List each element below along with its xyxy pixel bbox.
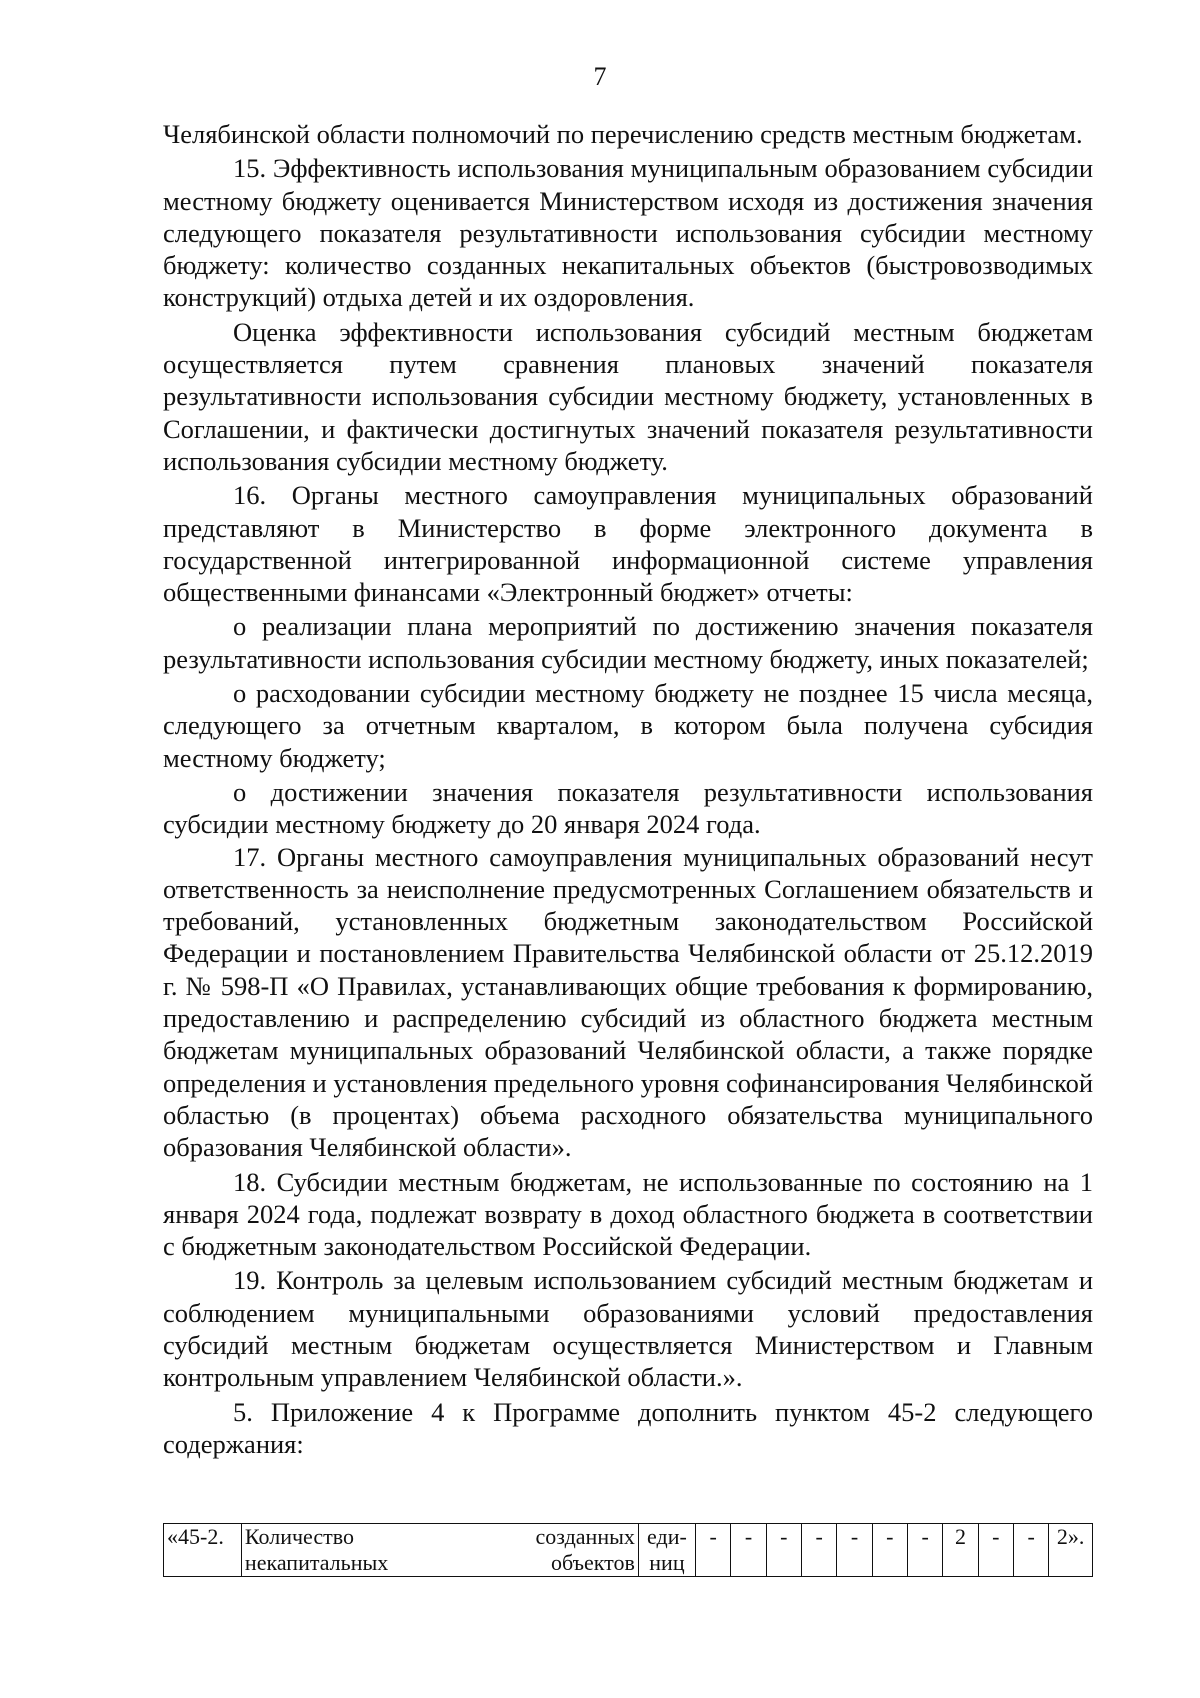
indicator-line-2: [245, 1550, 635, 1576]
unit-line-1: еди-: [647, 1524, 687, 1549]
document-body: [163, 118, 1093, 1460]
table-cell-value: -: [978, 1524, 1013, 1577]
table-cell-value: -: [907, 1524, 942, 1577]
paragraph-efficiency-assessment: Оценка эффективности использования субсидий местным бюджетам осуществляется путем сравнения плановых значений показателя результативности использования субсидии местному бюджету, установленных в Соглашении, и фактически достигнутых значений показателя результативности использования субсидии местному бюджету.: [163, 316, 1093, 476]
table-cell-value: -: [696, 1524, 731, 1577]
indicator-word: некапитальных: [244, 1550, 389, 1575]
page-number: 7: [593, 62, 607, 91]
indicator-word: Количество: [244, 1524, 354, 1549]
table-row: [164, 1524, 1093, 1577]
paragraph-continuation: Челябинской области полномочий по перечислению средств местным бюджетам.: [163, 119, 1083, 149]
table-cell-value: -: [802, 1524, 837, 1577]
paragraph-18: 18. Субсидии местным бюджетам, не использованные по состоянию на 1 января 2024 года, подлежат возврату в доход областного бюджета в соответствии с бюджетным законодательством Российской Федерации.: [163, 1166, 1093, 1262]
paragraph-5: 5. Приложение 4 к Программе дополнить пунктом 45-2 следующего содержания:: [163, 1396, 1093, 1459]
indicator-word: объектов: [550, 1550, 635, 1575]
paragraph-report-achievement: о достижении значения показателя результативности использования субсидии местному бюджету до 20 января 2024 года.: [163, 776, 1093, 840]
row-number: «45-2.: [167, 1524, 224, 1549]
table-cell-unit: [638, 1524, 695, 1577]
table-cell-value: 2».: [1049, 1524, 1093, 1577]
table-cell-value: -: [731, 1524, 766, 1577]
indicator-word: созданных: [535, 1524, 635, 1549]
table-cell-value: -: [766, 1524, 801, 1577]
table-cell-value: 2: [943, 1524, 978, 1577]
indicator-line-1: [245, 1524, 635, 1550]
paragraph-17: 17. Органы местного самоуправления муниципальных образований несут ответственность за неисполнение предусмотренных Соглашением обязательств и требований, установленных бюджетным законодательством Российской Федерации и постановлением Правительства Челябинской области от 25.12.2019 г. № 598-П «О Правилах, устанавливающих общие требования к формированию, предоставлению и распределению субсидий из областного бюджета местным бюджетам муниципальных образований Челябинской области, а также порядке определения и установления предельного уровня софинансирования Челябинской областью (в процентах) объема расходного обязательства муниципального образования Челябинской области».: [163, 841, 1093, 1163]
table-cell-value: -: [1013, 1524, 1048, 1577]
table-cell-indicator: [241, 1524, 638, 1577]
table-cell-number: [164, 1524, 242, 1577]
unit-line-2: ниц: [649, 1550, 685, 1575]
table-cell-value: -: [837, 1524, 872, 1577]
paragraph-report-plan: о реализации плана мероприятий по достижению значения показателя результативности использования субсидии местному бюджету, иных показателей;: [163, 611, 1093, 674]
appendix-table: [163, 1523, 1093, 1577]
paragraph-15: 15. Эффективность использования муниципальным образованием субсидии местному бюджету оценивается Министерством исходя из достижения значения следующего показателя результативности использования субсидии местному бюджету: количество созданных некапитальных объектов (быстровозводимых конструкций) отдыха детей и их оздоровления.: [163, 153, 1093, 313]
paragraph-report-expenses: о расходовании субсидии местному бюджету не позднее 15 числа месяца, следующего за отчетным кварталом, в котором была получена субсидия местному бюджету;: [163, 678, 1093, 773]
paragraph-19: 19. Контроль за целевым использованием субсидий местным бюджетам и соблюдением муниципальными образованиями условий предоставления субсидий местным бюджетам осуществляется Министерством и Главным контрольным управлением Челябинской области.».: [163, 1265, 1093, 1393]
paragraph-16: 16. Органы местного самоуправления муниципальных образований представляют в Министерство в форме электронного документа в государственной интегрированной информационной системе управления общественными финансами «Электронный бюджет» отчеты:: [163, 480, 1093, 608]
table-cell-value: -: [872, 1524, 907, 1577]
